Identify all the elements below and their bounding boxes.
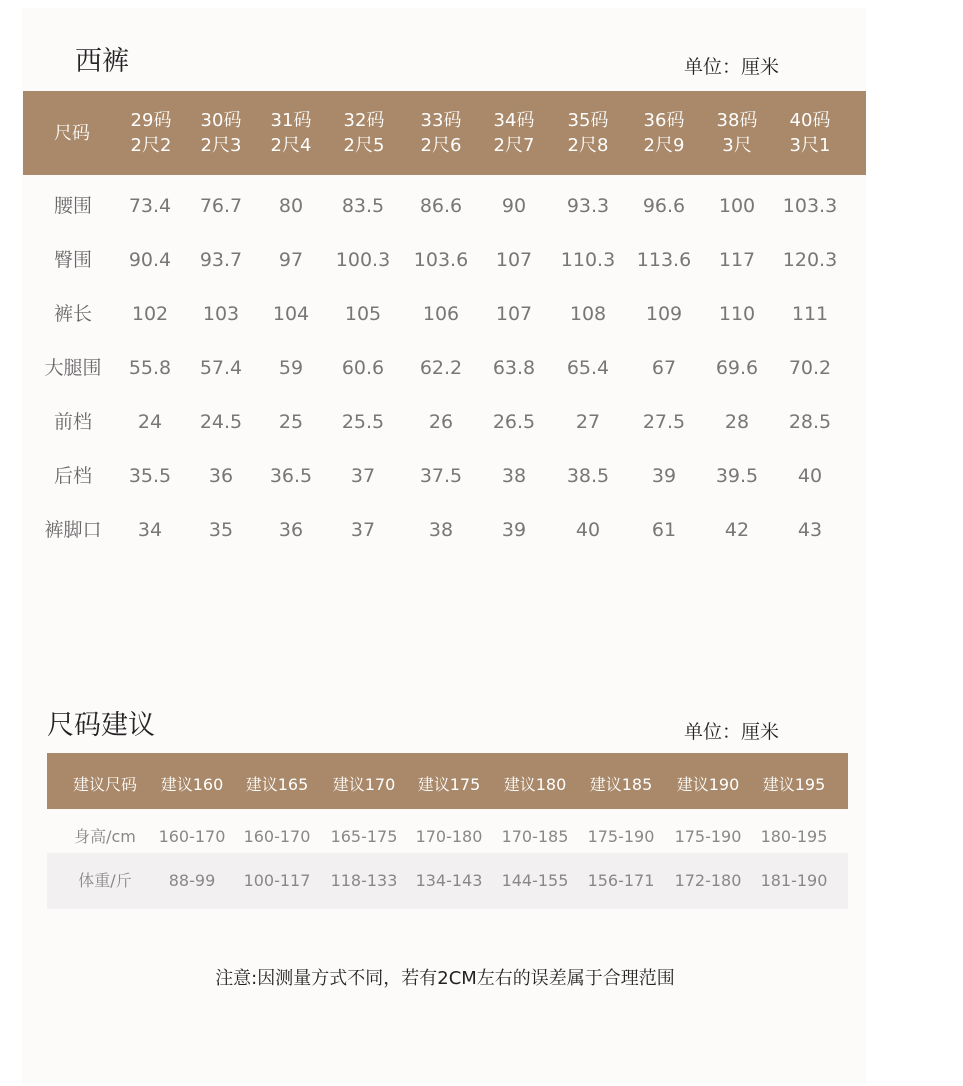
- recommend-header-cell: 建议165: [245, 775, 309, 794]
- table-cell: 108: [569, 303, 607, 325]
- table-cell: 43: [797, 519, 823, 541]
- recommend-header-cell: 建议185: [589, 775, 653, 794]
- size-waist: 2尺6: [420, 135, 462, 156]
- size-code: 30码: [200, 110, 242, 131]
- header-cell-size: [251, 91, 331, 175]
- header-cell-size: [548, 91, 628, 175]
- table-cell: 96.6: [642, 195, 686, 217]
- table-cell: 65.4: [566, 357, 610, 379]
- table-cell: 144-155: [501, 871, 569, 890]
- table-cell: 103.3: [782, 195, 838, 217]
- header-label-text: 尺码: [54, 122, 90, 144]
- table-cell: 36.5: [269, 465, 313, 487]
- recommend-table-header: [47, 753, 848, 809]
- table-cell: 39: [651, 465, 677, 487]
- table-cell: 27: [575, 411, 601, 433]
- table-row: [0, 395, 963, 449]
- table-cell: 60.6: [341, 357, 385, 379]
- table-cell: 100: [718, 195, 756, 217]
- table-cell: 156-171: [587, 871, 655, 890]
- header-cell-size: [324, 91, 404, 175]
- table-cell: 70.2: [788, 357, 832, 379]
- table-cell: 88-99: [168, 871, 216, 890]
- table-cell: 86.6: [419, 195, 463, 217]
- row-label: 大腿围: [44, 357, 102, 379]
- size-code: 35码: [567, 110, 609, 131]
- size-code: 31码: [270, 110, 312, 131]
- recommend-header-cell: 建议190: [676, 775, 740, 794]
- size-table-header: [23, 91, 866, 175]
- table-cell: 28: [724, 411, 750, 433]
- table-cell: 62.2: [419, 357, 463, 379]
- recommend-header-cell: 建议175: [417, 775, 481, 794]
- recommend-header-cell: 建议160: [160, 775, 224, 794]
- table-cell: 106: [422, 303, 460, 325]
- table-cell: 40: [575, 519, 601, 541]
- row-label: 臀围: [53, 249, 92, 271]
- table-cell: 39.5: [715, 465, 759, 487]
- table-cell: 59: [278, 357, 304, 379]
- table-cell: 107: [495, 303, 533, 325]
- table-cell: 28.5: [788, 411, 832, 433]
- table-cell: 109: [645, 303, 683, 325]
- table-cell: 160-170: [158, 827, 226, 846]
- table-cell: 110: [718, 303, 756, 325]
- header-cell-size: [697, 91, 777, 175]
- table-cell: 26.5: [492, 411, 536, 433]
- header-cell-label: [32, 91, 112, 175]
- size-waist: 2尺4: [270, 135, 312, 156]
- table-cell: 38: [428, 519, 454, 541]
- table-cell: 180-195: [760, 827, 828, 846]
- size-waist: 3尺: [722, 135, 752, 156]
- size-waist: 2尺9: [643, 135, 685, 156]
- table-cell: 36: [278, 519, 304, 541]
- recommend-header-cell: 建议180: [503, 775, 567, 794]
- table-cell: 24: [137, 411, 163, 433]
- table-cell: 100-117: [243, 871, 311, 890]
- table-cell: 170-180: [415, 827, 483, 846]
- table-cell: 26: [428, 411, 454, 433]
- table-cell: 105: [344, 303, 382, 325]
- size-waist: 2尺8: [567, 135, 609, 156]
- table-cell: 111: [791, 303, 829, 325]
- table-cell: 63.8: [492, 357, 536, 379]
- header-cell-size: [181, 91, 261, 175]
- table-cell: 61: [651, 519, 677, 541]
- table-cell: 113.6: [636, 249, 692, 271]
- table-row: [47, 853, 848, 909]
- measurement-note: 注意:因测量方式不同，若有2CM左右的误差属于合理范围: [215, 968, 675, 989]
- size-code: 33码: [420, 110, 462, 131]
- size-waist: 2尺3: [200, 135, 242, 156]
- table-row: [0, 179, 963, 233]
- header-cell-size: [474, 91, 554, 175]
- table-cell: 90: [501, 195, 527, 217]
- table-cell: 102: [131, 303, 169, 325]
- table-cell: 76.7: [199, 195, 243, 217]
- table-cell: 38: [501, 465, 527, 487]
- section1-title: 西裤: [75, 46, 129, 77]
- size-waist: 2尺2: [130, 135, 172, 156]
- table-cell: 34: [137, 519, 163, 541]
- table-cell: 110.3: [560, 249, 616, 271]
- table-cell: 37: [350, 465, 376, 487]
- table-cell: 181-190: [760, 871, 828, 890]
- section2-unit: 单位：厘米: [684, 721, 780, 743]
- header-cell-size: [770, 91, 850, 175]
- recommend-header-cell: 建议尺码: [72, 775, 137, 794]
- table-cell: 67: [651, 357, 677, 379]
- table-cell: 175-190: [587, 827, 655, 846]
- row-label: 腰围: [53, 195, 92, 217]
- table-cell: 170-185: [501, 827, 569, 846]
- table-row: [0, 233, 963, 287]
- row-label: 体重/斤: [78, 871, 132, 890]
- table-cell: 73.4: [128, 195, 172, 217]
- table-cell: 160-170: [243, 827, 311, 846]
- row-label: 裤长: [53, 303, 92, 325]
- table-cell: 172-180: [674, 871, 742, 890]
- table-row: [0, 449, 963, 503]
- table-row: [0, 341, 963, 395]
- table-cell: 100.3: [335, 249, 391, 271]
- table-cell: 107: [495, 249, 533, 271]
- size-waist: 2尺7: [493, 135, 535, 156]
- table-cell: 40: [797, 465, 823, 487]
- table-cell: 35.5: [128, 465, 172, 487]
- size-code: 38码: [716, 110, 758, 131]
- table-cell: 118-133: [330, 871, 398, 890]
- table-cell: 38.5: [566, 465, 610, 487]
- section1-unit: 单位：厘米: [684, 56, 780, 78]
- row-label: 后档: [53, 465, 92, 487]
- recommend-header-cell: 建议195: [762, 775, 826, 794]
- header-cell-size: [401, 91, 481, 175]
- table-cell: 37: [350, 519, 376, 541]
- table-cell: 55.8: [128, 357, 172, 379]
- table-cell: 103.6: [413, 249, 469, 271]
- size-code: 40码: [789, 110, 831, 131]
- table-cell: 175-190: [674, 827, 742, 846]
- size-code: 32码: [343, 110, 385, 131]
- table-cell: 90.4: [128, 249, 172, 271]
- recommend-header-cell: 建议170: [332, 775, 396, 794]
- table-cell: 93.3: [566, 195, 610, 217]
- table-cell: 104: [272, 303, 310, 325]
- section2-title: 尺码建议: [47, 710, 155, 741]
- table-cell: 80: [278, 195, 304, 217]
- table-cell: 25.5: [341, 411, 385, 433]
- size-code: 34码: [493, 110, 535, 131]
- table-cell: 39: [501, 519, 527, 541]
- table-cell: 25: [278, 411, 304, 433]
- table-cell: 134-143: [415, 871, 483, 890]
- size-waist: 2尺5: [343, 135, 385, 156]
- table-cell: 69.6: [715, 357, 759, 379]
- table-cell: 42: [724, 519, 750, 541]
- table-cell: 83.5: [341, 195, 385, 217]
- row-label: 身高/cm: [74, 827, 136, 846]
- table-row: [0, 503, 963, 557]
- table-cell: 103: [202, 303, 240, 325]
- table-cell: 37.5: [419, 465, 463, 487]
- row-label: 裤脚口: [44, 519, 102, 541]
- table-cell: 57.4: [199, 357, 243, 379]
- table-cell: 97: [278, 249, 304, 271]
- size-code: 29码: [130, 110, 172, 131]
- table-cell: 120.3: [782, 249, 838, 271]
- table-cell: 27.5: [642, 411, 686, 433]
- header-cell-size: [111, 91, 191, 175]
- table-cell: 36: [208, 465, 234, 487]
- table-row: [0, 287, 963, 341]
- header-cell-size: [624, 91, 704, 175]
- table-cell: 93.7: [199, 249, 243, 271]
- table-cell: 35: [208, 519, 234, 541]
- row-label: 前档: [53, 411, 92, 433]
- size-waist: 3尺1: [789, 135, 831, 156]
- table-cell: 24.5: [199, 411, 243, 433]
- table-cell: 117: [718, 249, 756, 271]
- table-cell: 165-175: [330, 827, 398, 846]
- size-code: 36码: [643, 110, 685, 131]
